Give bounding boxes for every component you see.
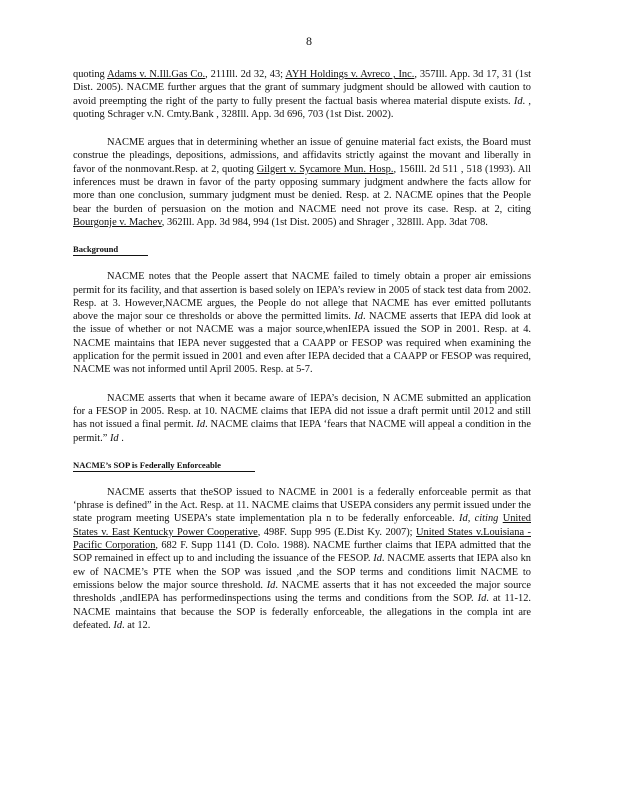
- text: , 357Ill. App. 3d 17, 31 (1st Dist. 2005). NACME further argues that the grant of summary judgment should be allowed with caution to avoid preempting the right of the party to fully present the factual basis wherea material dispute exists.: [73, 69, 532, 107]
- text: , 682 F. Supp 1141 (D. Colo. 1988). NACME further claims that IEPA admitted that the SOP remained in effect up to and including the issuance of the FESOP.: [73, 540, 531, 565]
- text: NACME argues that in determining whether an issue of genuine material fact exists, the Board must construe the pleadings, depositions, admissions, and affidavits strictly against the movant and liberally in favor of the nonmovant.Resp. at 2, quoting: [73, 137, 531, 175]
- text: NACME notes that the People assert that NACME failed to timely obtain a proper air emissions permit for its facility, and that assertion is based solely on IEPA’s review in 2005 of stack test data from 2002. Resp. at 3. However,NACME argues, the People do not allege that NACME has ever emitted pollutants above the major sour ce thresholds or above the permitted limits.: [73, 271, 531, 323]
- text: , 211Ill. 2d 32, 43;: [205, 69, 286, 80]
- case-citation: Bourgonje v. Machev: [73, 216, 162, 228]
- id-citation: Id: [373, 553, 382, 565]
- case-citation: United States v.Louisiana -Pacific Corporation: [73, 526, 531, 552]
- paragraph-3: [73, 270, 531, 376]
- id-citation: Id: [477, 593, 487, 605]
- id-citation: Id: [196, 419, 206, 431]
- text: . NACME asserts that IEPA did look at the issue of whether or not NACME was a major source,whenIEPA issued the SOP in 2001. Resp. at 4. NACME maintains that IEPA never suggested that a CAAPP or FESOP was required when examining the application for the permit issued in 2001 and even after IEPA decided that a CAAPP or FESOP was required, NACME was not informed until April 2005. Resp. at 5-7.: [73, 311, 531, 376]
- text: quoting: [73, 69, 108, 80]
- case-citation: United States v. East Kentucky Power Cooperative: [73, 513, 531, 538]
- paragraph-4: [73, 392, 531, 445]
- document-body: [73, 68, 531, 647]
- text: , 156Ill. 2d 511 , 518 (1993). All inferences must be drawn in favor of the party opposing summary judgment andwhere the facts allow for more than one conclusion, summary judgment must be denied. Resp. at 2. NACME opines that the People bear the burden of persuasion on the motion and NACME need not prove its case. Resp. at 2, citing: [73, 163, 531, 215]
- text: NACME asserts that when it became aware of IEPA’s decision, N ACME submitted an application for a FESOP in 2005. Resp. at 10. NACME claims that IEPA did not issue a draft permit until 2012 and still has not issued a final permit.: [73, 392, 531, 431]
- text: . , quoting Schrager v.N. Cmty.Bank , 328Ill. App. 3d 696, 703 (1st Dist. 2002).: [73, 95, 532, 120]
- id-citation: Id: [113, 619, 123, 631]
- page-number: 8: [306, 34, 312, 48]
- text: .: [118, 432, 124, 444]
- id-citation: Id: [109, 432, 119, 444]
- text: . NACME asserts that it has not exceeded the major source thresholds ,andIEPA has performedinspections using the terms and conditions from the SOP.: [73, 579, 531, 605]
- id-citation: Id: [459, 513, 468, 525]
- heading-label: NACME’s SOP is Federally Enforceable: [73, 460, 255, 472]
- text: , citing: [467, 513, 503, 525]
- case-citation: AYH Holdings v. Avreco , Inc.: [285, 69, 415, 80]
- paragraph-5: [73, 486, 531, 632]
- text: , 362Ill. App. 3d 984, 994 (1st Dist. 2005) and Shrager , 328Ill. App. 3dat 708.: [161, 216, 488, 228]
- text: , 498F. Supp 995 (E.Dist Ky. 2007);: [257, 526, 417, 538]
- case-citation: Gilgert v. Sycamore Mun. Hosp.: [256, 163, 394, 175]
- text: . NACME asserts that IEPA also kn ew of NACME’s PTE when the SOP was issued ,and the SOP terms and conditions limit NACME to emissions below the major source threshold.: [73, 553, 531, 591]
- text: . NACME claims that IEPA ‘fears that NACME will appeal a condition in the permit.”: [73, 419, 531, 444]
- id-citation: Id: [513, 95, 523, 107]
- paragraph-2: [73, 136, 531, 229]
- heading-label: Background: [73, 244, 148, 256]
- text: NACME asserts that theSOP issued to NACME in 2001 is a federally enforceable permit as that ‘phrase is defined” in the Act. Resp. at 11. NACME claims that USEPA considers any permit issued under the state program meeting USEPA’s state implementation pla n to be federally enforceable.: [73, 486, 531, 525]
- text: . at 12.: [122, 619, 151, 631]
- paragraph-1: [73, 68, 531, 121]
- section-heading-sop: [73, 460, 531, 472]
- id-citation: Id: [354, 311, 363, 323]
- id-citation: Id: [266, 579, 276, 591]
- section-heading-background: [73, 244, 531, 256]
- text: . at 11-12. NACME maintains that because the SOP is federally enforceable, the allegations in the compla int are defeated.: [73, 593, 531, 631]
- case-citation: Adams v. N.Ill.Gas Co.: [107, 69, 206, 80]
